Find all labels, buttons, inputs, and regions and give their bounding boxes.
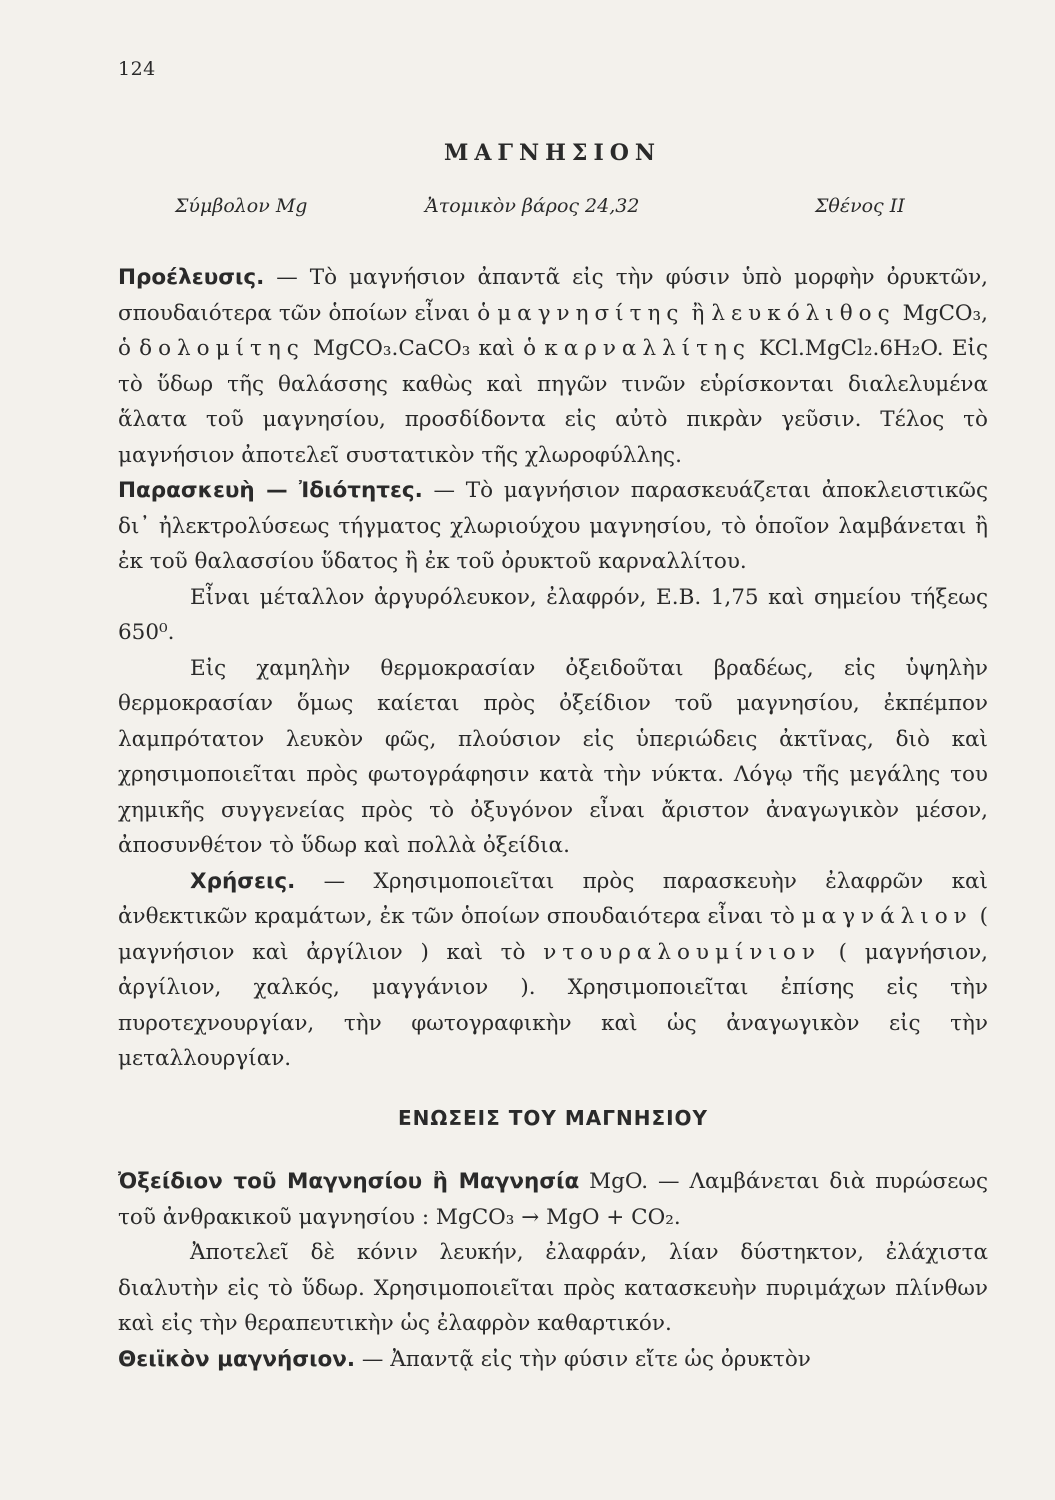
page-title: ΜΑΓΝΗΣΙΟΝ: [443, 140, 662, 166]
sulfate-heading: Θειϊκὸν μαγνήσιον.: [118, 1346, 356, 1372]
uses-paragraph: [118, 864, 988, 1077]
origin-paragraph: [118, 260, 988, 473]
uses-text-1: — Χρησιμοποιεῖται πρὸς παρασκευὴν ἐλαφρῶν καὶ ἀνθεκτικῶν κραμάτων, ἐκ τῶν ὁποίων σπουδαιότερα εἶναι τὸ: [118, 868, 988, 929]
page-number: 124: [118, 58, 156, 80]
alloy-magnalium: μαγνάλιον: [801, 904, 973, 929]
valence: Σθένος II: [815, 195, 905, 217]
origin-heading: Προέλευσις.: [118, 265, 265, 290]
preparation-paragraph: [118, 473, 988, 580]
oxide-text: MgO. — Λαμβάνεται διὰ πυρώσεως τοῦ ἀνθρακικοῦ μαγνησίου : MgCO₃ → MgO + CO₂.: [118, 1169, 988, 1230]
uses-text-3: ( μαγνήσιον, ἀργίλιον, χαλκός, μαγγάνιον ). Χρησιμοποιεῖται ἐπίσης εἰς τὴν πυροτεχνουργίαν, τὴν φωτογραφικὴν καὶ ὡς ἀναγωγικὸν εἰς τὴν μεταλλουργίαν.: [118, 939, 988, 1071]
mineral-magnesite: μαγνησίτης: [497, 300, 685, 326]
preparation-text: — Τὸ μαγνήσιον παρασκευάζεται ἀποκλειστικῶς δι᾽ ἠλεκτρολύσεως τήγματος χλωριούχου μαγνησίου, τὸ ὁποῖον λαμβάνεται ἢ ἐκ τοῦ θαλασσίου ὕδατος ἢ ἐκ τοῦ ὀρυκτοῦ καρναλλίτου.: [118, 478, 988, 574]
properties-paragraph-1: Εἶναι μέταλλον ἀργυρόλευκον, ἐλαφρόν, Ε.Β. 1,75 καὶ σημείου τήξεως 650⁰.: [118, 584, 988, 645]
uses-heading: Χρήσεις.: [190, 868, 296, 894]
origin-text-3: MgCO₃, ὁ: [118, 300, 988, 361]
origin-text-2: ἢ: [684, 300, 712, 326]
mineral-leukolith: λευκόλιθος: [711, 300, 896, 326]
oxide-paragraph: [118, 1164, 988, 1235]
mineral-dolomite: δολομίτης: [139, 336, 305, 361]
sulfate-paragraph: [118, 1342, 988, 1378]
compounds-heading: ΕΝΩΣΕΙΣ ΤΟΥ ΜΑΓΝΗΣΙΟΥ: [397, 1105, 709, 1130]
element-symbol: Σύμβολον Mg: [175, 195, 308, 217]
page-body: [118, 260, 988, 1377]
oxide-heading: Ὀξείδιον τοῦ Μαγνησίου ἢ Μαγνησία: [118, 1169, 580, 1194]
uses-text-2: ( μαγνήσιον καὶ ἀργίλιον ) καὶ τὸ: [118, 904, 988, 965]
origin-text-1: — Τὸ μαγνήσιον ἀπαντᾶ εἰς τὴν φύσιν ὑπὸ μορφὴν ὀρυκτῶν, σπουδαιότερα τῶν ὁποίων εἶναι ὁ: [118, 265, 988, 326]
preparation-heading: Παρασκευὴ — Ἰδιότητες.: [118, 478, 423, 503]
properties-paragraph-2: Εἰς χαμηλὴν θερμοκρασίαν ὀξειδοῦται βραδέως, εἰς ὑψηλὴν θερμοκρασίαν ὅμως καίεται πρὸς ὀξείδιον τοῦ μαγνησίου, ἐκπέμπον λαμπρότατον λευκὸν φῶς, πλούσιον εἰς ὑπεριώδεις ἀκτῖνας, διὸ καὶ χρησιμοποιεῖται πρὸς φωτογράφησιν κατὰ τὴν νύκτα. Λόγῳ τῆς μεγάλης του χημικῆς συγγενείας πρὸς τὸ ὀξυγόνον εἶναι ἄριστον ἀναγωγικὸν μέσον, ἀποσυνθέτον τὸ ὕδωρ καὶ πολλὰ ὀξείδια.: [118, 655, 988, 858]
oxide-properties-paragraph: Ἀποτελεῖ δὲ κόνιν λευκήν, ἐλαφράν, λίαν δύστηκτον, ἐλάχιστα διαλυτὴν εἰς τὸ ὕδωρ. Χρησιμοποιεῖται πρὸς κατασκευὴν πυριμάχων πλίνθων καὶ εἰς τὴν θεραπευτικὴν ὡς ἐλαφρὸν καθαρτικόν.: [118, 1240, 988, 1336]
atomic-weight: Ἀτομικὸν βάρος 24,32: [425, 195, 640, 217]
origin-text-5: KCl.MgCl₂.6H₂O. Εἰς τὸ ὕδωρ τῆς θαλάσσης καθὼς καὶ πηγῶν τινῶν εὑρίσκονται διαλελυμένα ἅλατα τοῦ μαγνησίου, προσδίδοντα εἰς αὐτὸ πικρὰν γεῦσιν. Τέλος τὸ μαγνήσιον ἀποτελεῖ συστατικὸν τῆς χλωροφύλλης.: [118, 336, 988, 468]
origin-text-4: MgCO₃.CaCO₃ καὶ ὁ: [304, 336, 545, 361]
sulfate-text: — Ἀπαντᾷ εἰς τὴν φύσιν εἴτε ὡς ὀρυκτὸν: [355, 1346, 811, 1372]
alloy-duralumin: ντουραλουμίνιον: [543, 939, 821, 965]
mineral-carnallite: καρναλλίτης: [544, 336, 751, 361]
